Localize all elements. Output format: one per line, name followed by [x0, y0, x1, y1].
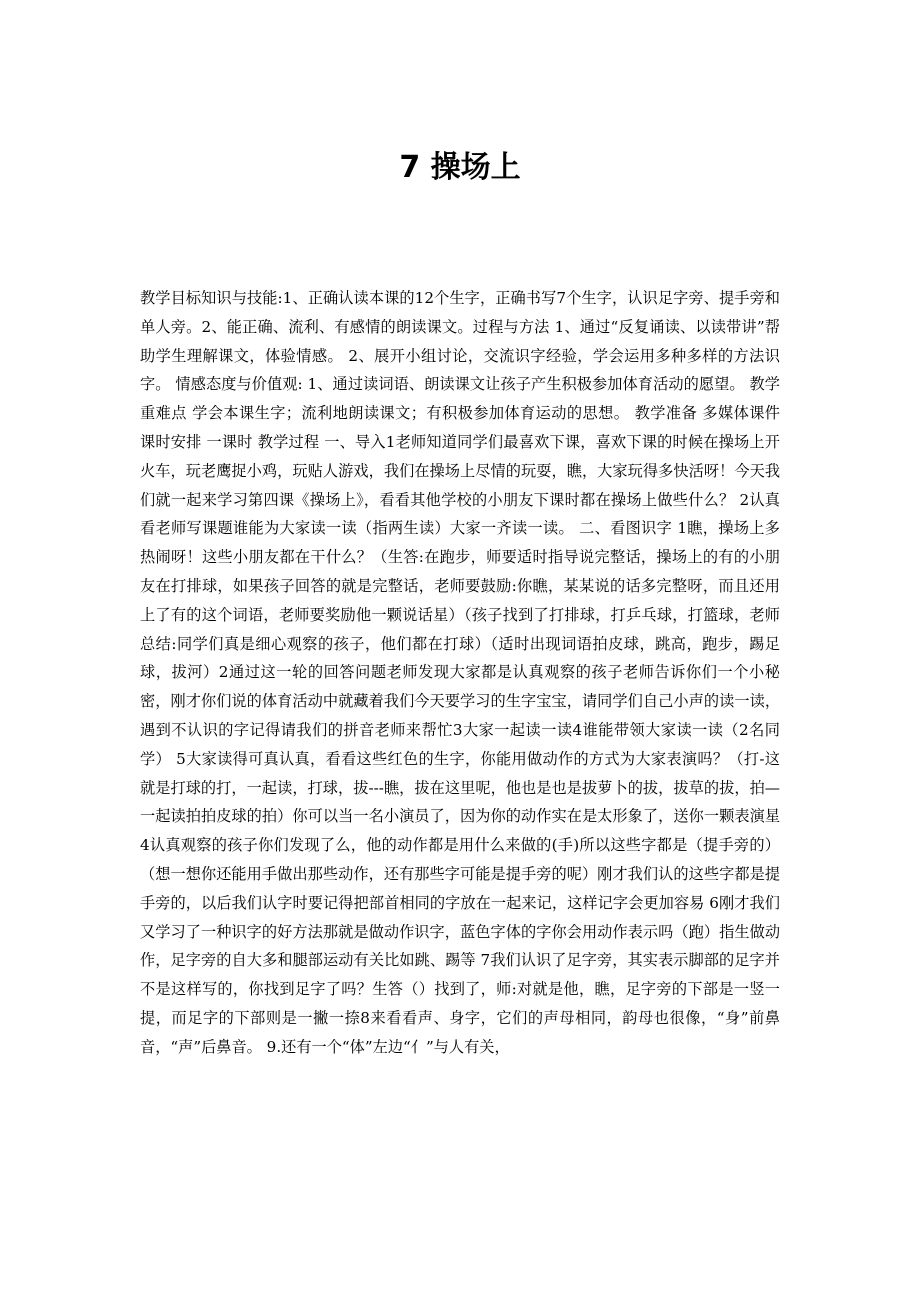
page-title: 7 操场上 [399, 150, 521, 185]
body-paragraph: 教学目标知识与技能:1、正确认读本课的12个生字，正确书写7个生字，认识足字旁、提手旁和单人旁。2、能正确、流利、有感情的朗读课文。过程与方法 1、通过“反复诵读、以读带讲”帮助学生理解课文，体验情感。 2、展开小组讨论，交流识字经验，学会运用多种多样的方法识字。 情感态度与价值观: 1、通过读词语、朗读课文让孩子产生积极参加体育活动的愿望。 教学重难点 学会本课生字；流利地朗读课文；有积极参加体育运动的思想。 教学准备 多媒体课件 课时安排 一课时 教学过程 一、导入1老师知道同学们最喜欢下课，喜欢下课的时候在操场上开火车，玩老鹰捉小鸡，玩贴人游戏，我们在操场上尽情的玩耍，瞧，大家玩得多快活呀！今天我们就一起来学习第四课《操场上》，看看其他学校的小朋友下课时都在操场上做些什么？ 2认真看老师写课题谁能为大家读一读（指两生读）大家一齐读一读。 二、看图识字 1瞧，操场上多热闹呀！这些小朋友都在干什么？（生答:在跑步，师要适时指导说完整话，操场上的有的小朋友在打排球，如果孩子回答的就是完整话，老师要鼓励:你瞧，某某说的话多完整呀，而且还用上了有的这个词语，老师要奖励他一颗说话星）（孩子找到了打排球，打乒乓球，打篮球，老师总结:同学们真是细心观察的孩子，他们都在打球）（适时出现词语拍皮球，跳高，跑步，踢足球，拔河）2通过这一轮的回答问题老师发现大家都是认真观察的孩子老师告诉你们一个小秘密，刚才你们说的体育活动中就藏着我们今天要学习的生字宝宝，请同学们自己小声的读一读，遇到不认识的字记得请我们的拼音老师来帮忙3大家一起读一读4谁能带领大家读一读（2名同学） 5大家读得可真认真，看看这些红色的生字，你能用做动作的方式为大家表演吗？（打-这就是打球的打，一起读，打球，拔---瞧，拔在这里呢，他也是也是拔萝卜的拔，拔草的拔，拍—一起读拍拍皮球的拍）你可以当一名小演员了，因为你的动作实在是太形象了，送你一颗表演星4认真观察的孩子你们发现了么，他的动作都是用什么来做的(手)所以这些字都是（提手旁的）（想一想你还能用手做出那些动作，还有那些字可能是提手旁的呢）刚才我们认的这些字都是提手旁的，以后我们认字时要记得把部首相同的字放在一起来记，这样记字会更加容易 6刚才我们又学习了一种识字的好方法那就是做动作识字，蓝色字体的字你会用动作表示吗（跑）指生做动作，足字旁的自大多和腿部运动有关比如跳、踢等 7我们认识了足字旁，其实表示脚部的足字并不是这样写的，你找到足字了吗？生答（）找到了，师:对就是他，瞧，足字旁的下部是一竖一提，而足字的下部则是一撇一捺8来看看声、身字，它们的声母相同，韵母也很像，“身”前鼻音，“声”后鼻音。 9.还有一个“体”左边“亻”与人有关， [140, 289, 780, 1056]
